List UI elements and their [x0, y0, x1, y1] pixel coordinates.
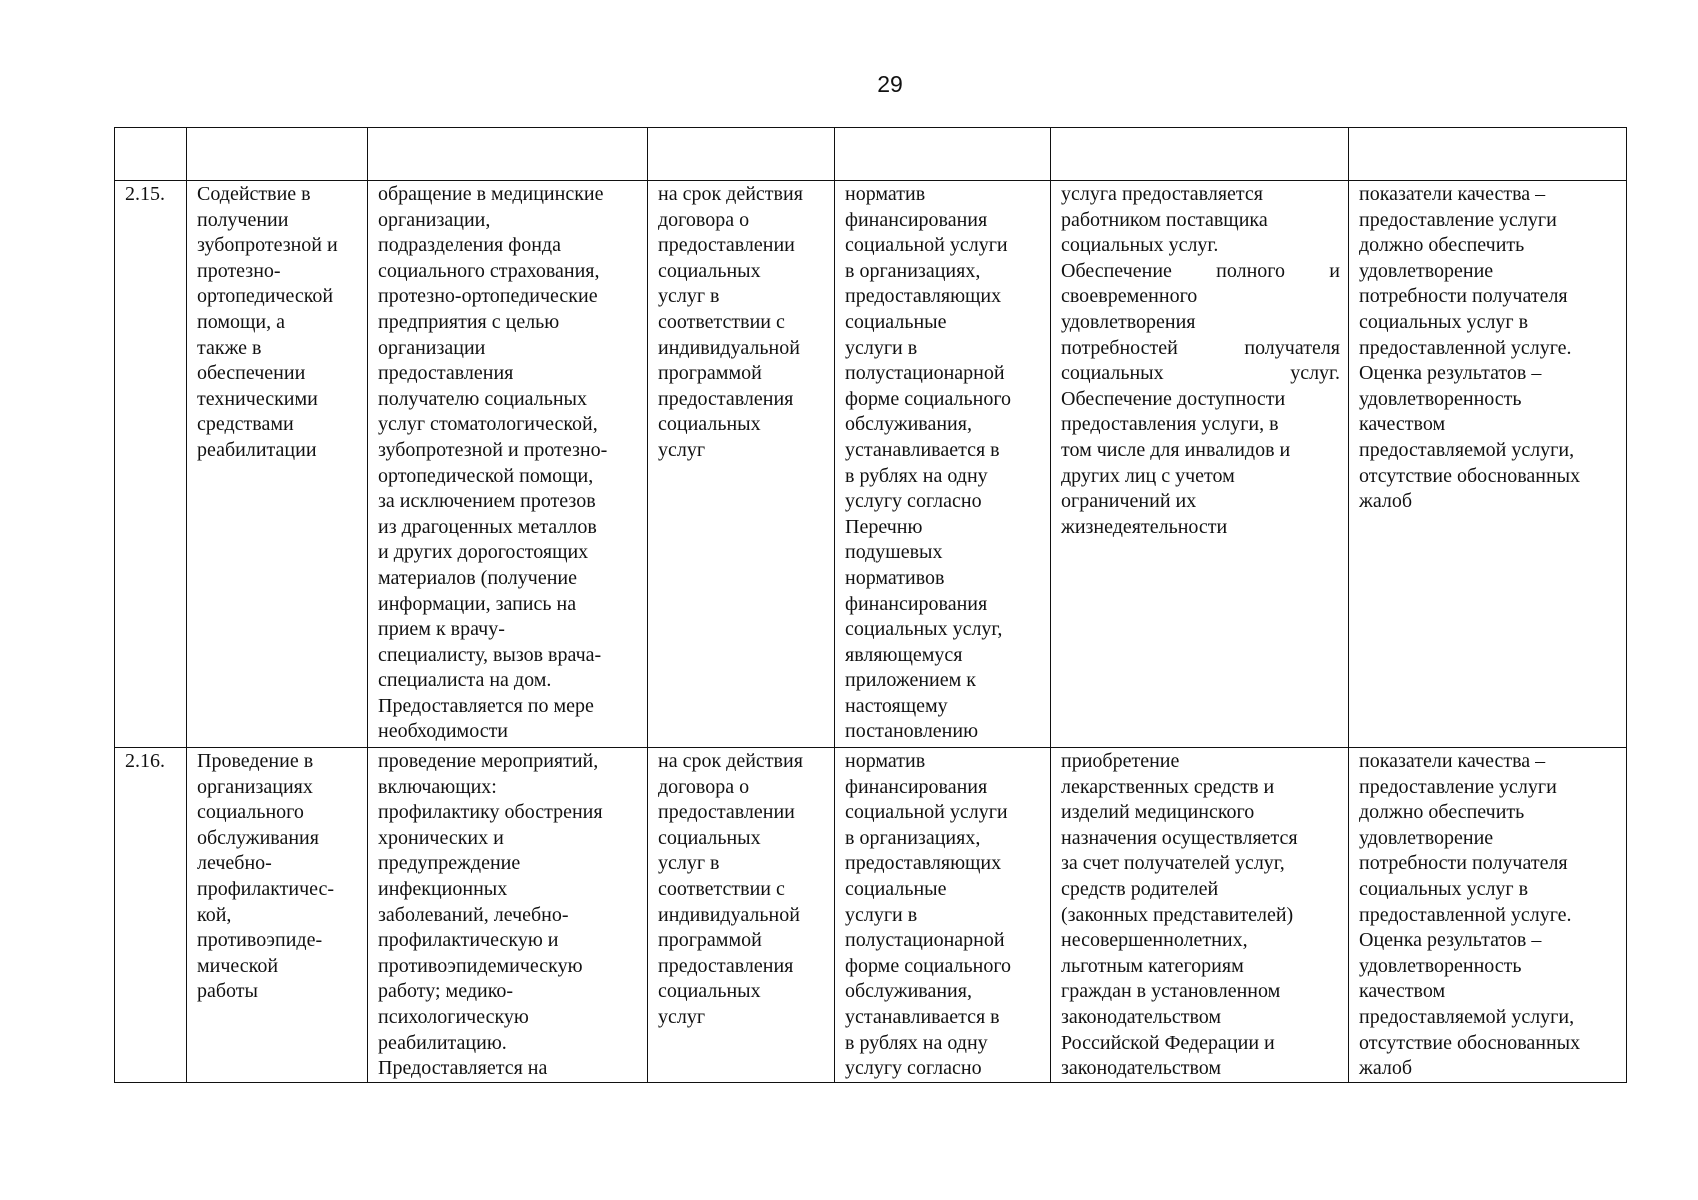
service-name-cell: Проведение в организациях социального обслуживания лечебно- профилактичес- кой, противоэпиде- мической работы — [187, 748, 368, 1083]
service-content-cell: обращение в медицинские организации, подразделения фонда социального страхования, протезно-ортопедические предприятия с целью организации предоставления получателю социальных услуг стоматологической, зубопротезной и протезно- ортопедической помощи, за исключением протезов из драгоценных металлов и других дорогостоящих материалов (получение информации, запись на прием к врачу- специалисту, вызов врача- специалиста на дом. Предоставляется по мере необходимости — [368, 181, 648, 748]
header-cell — [115, 128, 187, 181]
conditions-line: удовлетворения — [1061, 310, 1196, 333]
table-row — [115, 748, 1627, 1083]
service-norm-cell: норматив финансирования социальной услуги в организациях, предоставляющих социальные услуги в полустационарной форме социального обслуживания, устанавливается в в рублях на одну услугу согласно Перечню подушевых нормативов финансирования социальных услуг, являющемуся приложением к настоящему постановлению — [835, 181, 1051, 748]
service-norm-cell: норматив финансирования социальной услуги в организациях, предоставляющих социальные услуги в полустационарной форме социального обслуживания, устанавливается в в рублях на одну услугу согласно — [835, 748, 1051, 1083]
service-conditions-cell — [1051, 181, 1349, 748]
conditions-line: Обеспечение полного и — [1061, 259, 1340, 282]
header-cell — [368, 128, 648, 181]
conditions-line: социальных услуг. — [1061, 362, 1340, 385]
conditions-text: Обеспечение доступности предоставления услуги, в том числе для инвалидов и других лиц с учетом ограничений их жизнедеятельности — [1061, 387, 1291, 538]
service-conditions-cell: приобретение лекарственных средств и изделий медицинского назначения осуществляется за счет получателей услуг, средств родителей (законных представителей) несовершеннолетних, льготным категориям граждан в установленном законодательством Российской Федерации и законодательством — [1051, 748, 1349, 1083]
service-name-cell: Содействие в получении зубопротезной и протезно- ортопедической помощи, а также в обеспечении техническими средствами реабилитации — [187, 181, 368, 748]
header-cell — [1349, 128, 1627, 181]
conditions-text: услуга предоставляется работником поставщика социальных услуг. — [1061, 183, 1268, 257]
conditions-text — [1061, 259, 1340, 387]
header-cell — [835, 128, 1051, 181]
page-number: 29 — [877, 71, 903, 97]
service-number-cell: 2.15. — [115, 181, 187, 748]
service-number-cell: 2.16. — [115, 748, 187, 1083]
table-header-row — [115, 128, 1627, 181]
service-content-cell: проведение мероприятий, включающих: профилактику обострения хронических и предупреждение инфекционных заболеваний, лечебно- профилактическую и противоэпидемическую работу; медико- психологическую реабилитацию. Предоставляется на — [368, 748, 648, 1083]
conditions-line: потребностей получателя — [1061, 336, 1340, 359]
table-row — [115, 181, 1627, 748]
services-table — [114, 127, 1627, 1083]
service-quality-cell: показатели качества – предоставление услуги должно обеспечить удовлетворение потребности получателя социальных услуг в предоставленной услуге. Оценка результатов – удовлетворенность качеством предоставляемой услуги, отсутствие обоснованных жалоб — [1349, 181, 1627, 748]
header-cell — [648, 128, 835, 181]
service-term-cell: на срок действия договора о предоставлении социальных услуг в соответствии с индивидуальной программой предоставления социальных услуг — [648, 748, 835, 1083]
service-term-cell: на срок действия договора о предоставлении социальных услуг в соответствии с индивидуальной программой предоставления социальных услуг — [648, 181, 835, 748]
header-cell — [187, 128, 368, 181]
conditions-line: своевременного — [1061, 285, 1198, 308]
header-cell — [1051, 128, 1349, 181]
service-quality-cell: показатели качества – предоставление услуги должно обеспечить удовлетворение потребности получателя социальных услуг в предоставленной услуге. Оценка результатов – удовлетворенность качеством предоставляемой услуги, отсутствие обоснованных жалоб — [1349, 748, 1627, 1083]
